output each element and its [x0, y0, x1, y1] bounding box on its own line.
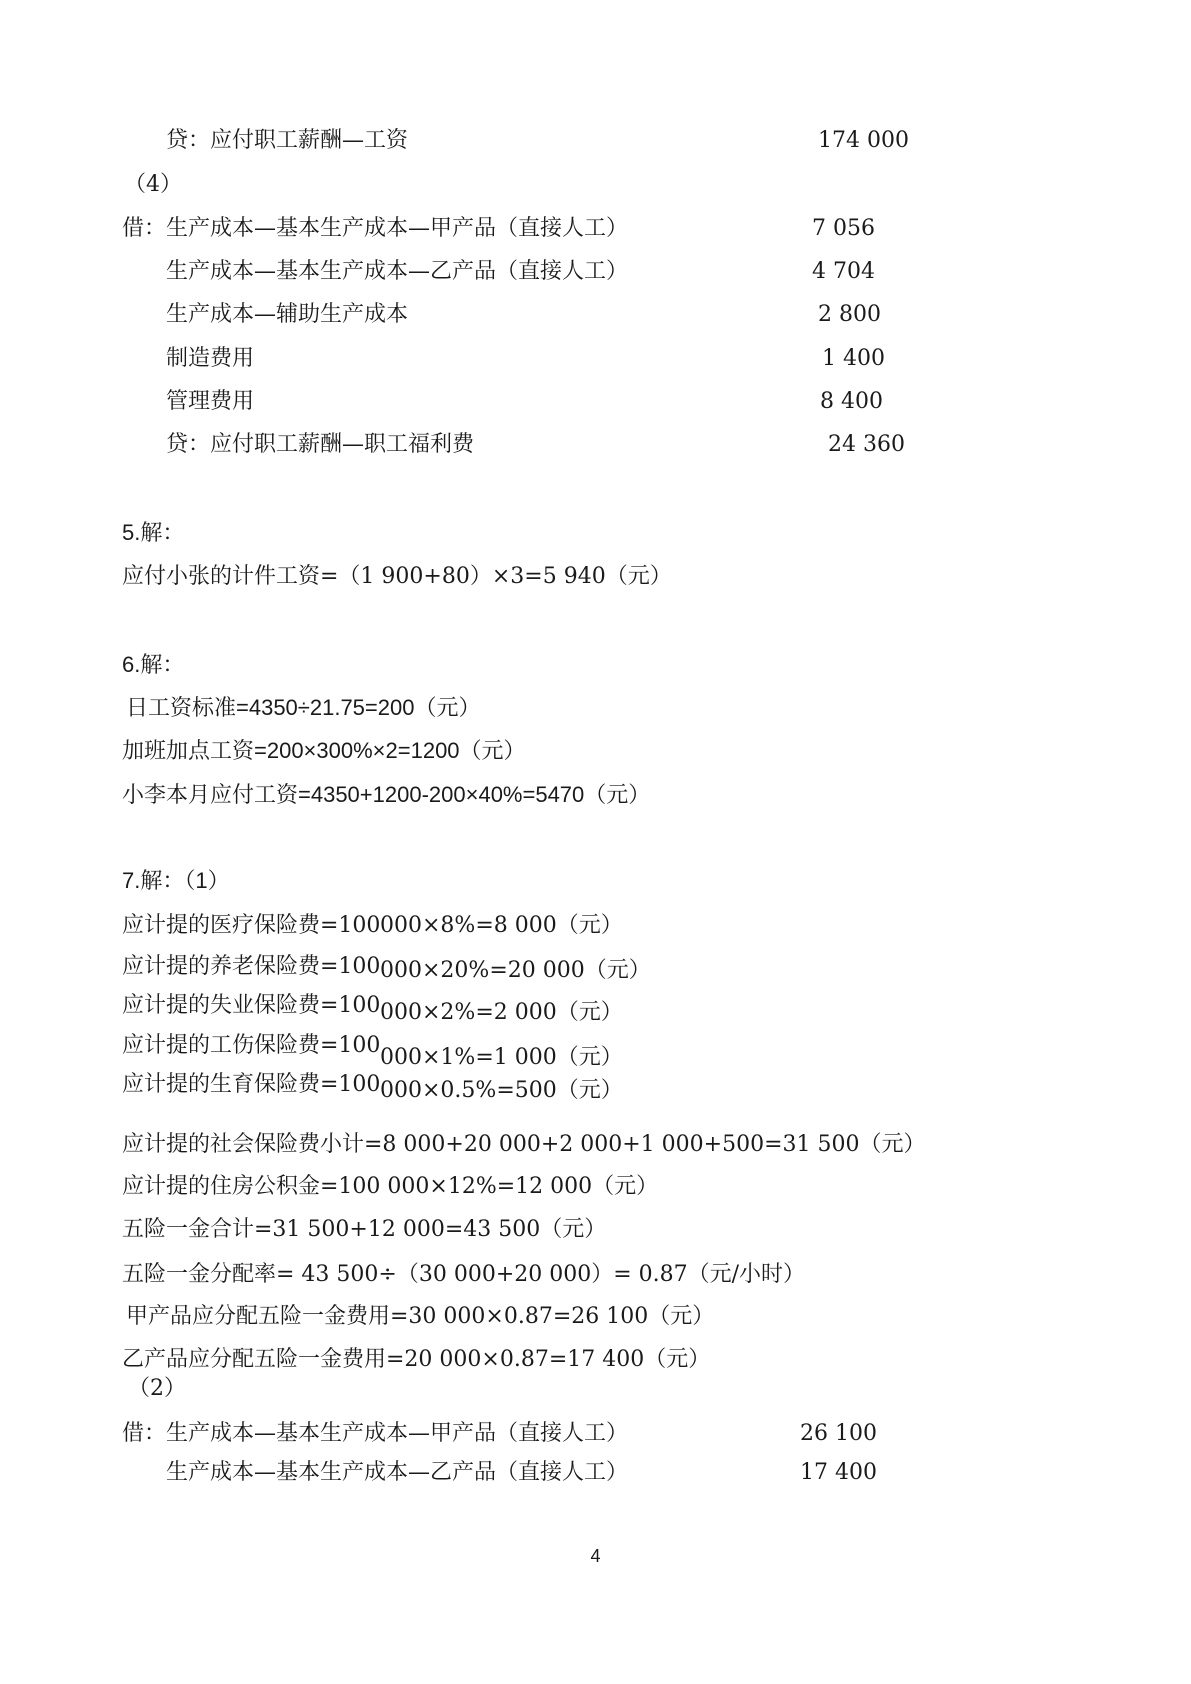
calc-line: 小李本月应付工资=4350+1200-200×40%=5470（元） — [122, 782, 651, 807]
journal-line: 生产成本—辅助生产成本 — [166, 302, 409, 327]
calc-line: 甲产品应分配五险一金费用=30 000×0.87=26 100（元） — [126, 1304, 715, 1329]
page-number: 4 — [590, 1546, 601, 1566]
calc-line: 应付小张的计件工资=（1 900+80）×3=5 940（元） — [122, 564, 672, 589]
journal-line: 借：生产成本—基本生产成本—甲产品（直接人工） — [122, 216, 629, 241]
insurance-label: 应计提的生育保险费=100 — [122, 1072, 381, 1097]
calc-line: 五险一金合计=31 500+12 000=43 500（元） — [122, 1217, 607, 1242]
calc-line: 加班加点工资=200×300%×2=1200（元） — [122, 738, 526, 763]
journal-amount: 26 100 — [800, 1421, 877, 1446]
section-title: 7.解：（1） — [122, 868, 230, 893]
insurance-label: 应计提的养老保险费=100 — [122, 954, 381, 979]
journal-amount: 174 000 — [818, 128, 909, 153]
journal-line: 生产成本—基本生产成本—乙产品（直接人工） — [166, 259, 629, 284]
insurance-label: 应计提的工伤保险费=100 — [122, 1033, 381, 1058]
journal-amount: 7 056 — [812, 216, 875, 241]
calc-line: 应计提的社会保险费小计=8 000+20 000+2 000+1 000+500=31 500（元） — [122, 1132, 926, 1157]
entry-header: （2） — [128, 1376, 186, 1401]
insurance-calc: 000×20%=20 000（元） — [380, 958, 651, 983]
calc-line: 应计提的住房公积金=100 000×12%=12 000（元） — [122, 1174, 659, 1199]
insurance-calc: 000×0.5%=500（元） — [380, 1078, 623, 1103]
calc-line: 日工资标准=4350÷21.75=200（元） — [126, 695, 481, 720]
journal-line: 借：生产成本—基本生产成本—甲产品（直接人工） — [122, 1421, 629, 1446]
journal-amount: 24 360 — [828, 432, 905, 457]
journal-line: 制造费用 — [166, 346, 255, 371]
section-title: 6.解： — [122, 652, 185, 677]
journal-amount: 8 400 — [820, 389, 883, 414]
insurance-calc: 000×8%=8 000（元） — [380, 913, 623, 938]
journal-line: 管理费用 — [166, 389, 255, 414]
journal-amount: 2 800 — [818, 302, 881, 327]
journal-amount: 1 400 — [822, 346, 885, 371]
insurance-calc: 000×2%=2 000（元） — [380, 1000, 623, 1025]
journal-amount: 17 400 — [800, 1460, 877, 1485]
insurance-label: 应计提的医疗保险费=100 — [122, 913, 381, 938]
calc-line: 五险一金分配率= 43 500÷（30 000+20 000）= 0.87（元/小时） — [122, 1262, 806, 1287]
insurance-label: 应计提的失业保险费=100 — [122, 993, 381, 1018]
journal-amount: 4 704 — [812, 259, 875, 284]
journal-line: 贷：应付职工薪酬—职工福利费 — [166, 432, 475, 457]
section-title: 5.解： — [122, 520, 185, 545]
journal-line: 贷：应付职工薪酬—工资 — [166, 128, 409, 153]
entry-header: （4） — [124, 172, 182, 197]
calc-line: 乙产品应分配五险一金费用=20 000×0.87=17 400（元） — [122, 1347, 711, 1372]
insurance-calc: 000×1%=1 000（元） — [380, 1045, 623, 1070]
journal-line: 生产成本—基本生产成本—乙产品（直接人工） — [166, 1460, 629, 1485]
